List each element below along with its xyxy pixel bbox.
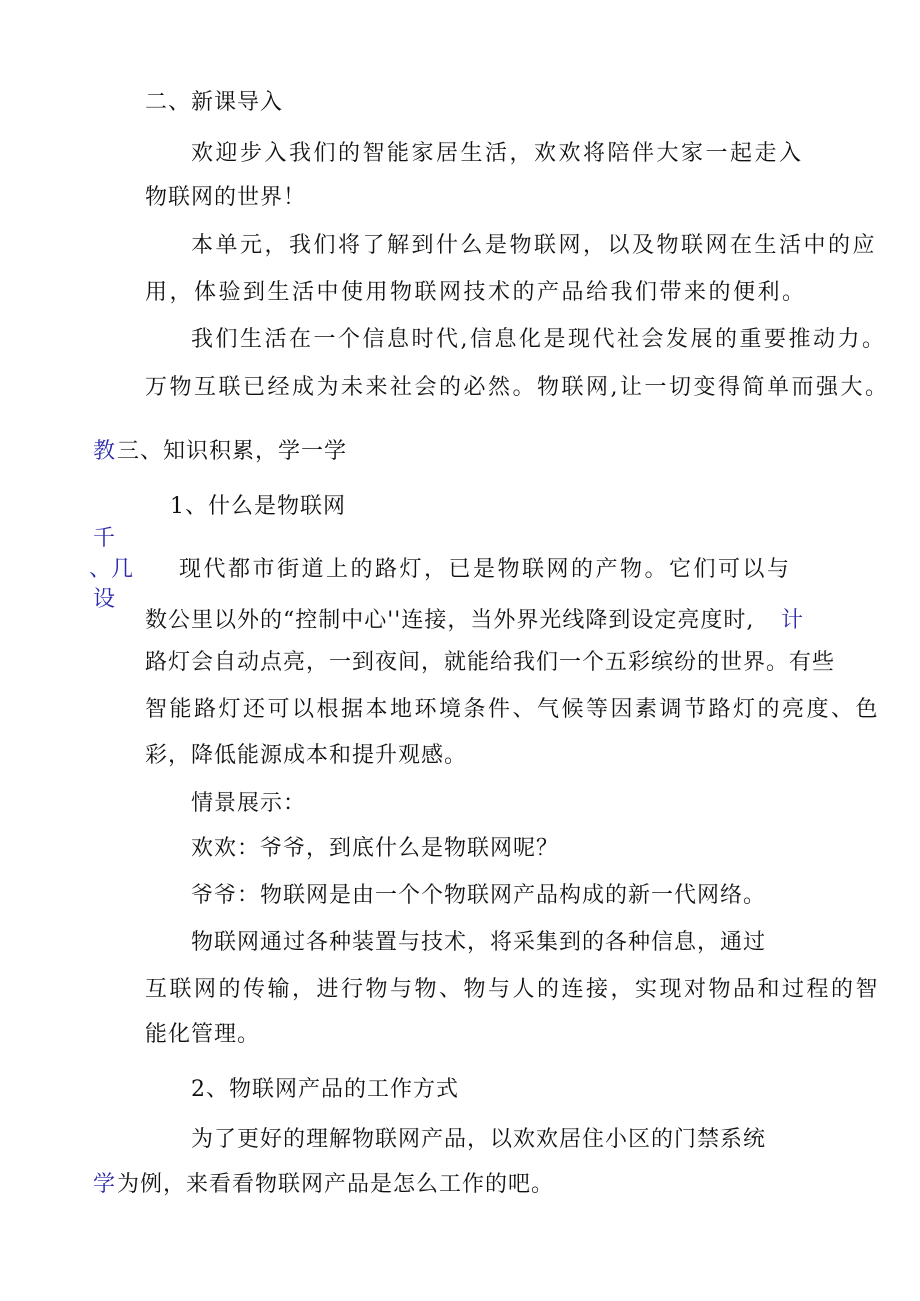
lamp-paragraph-line-2: 数公里以外的“控制中心''连接，当外界光线降到设定亮度时, xyxy=(145,608,755,633)
margin-note-she: 设 xyxy=(93,587,116,612)
subsection-2-heading: 2、物联网产品的工作方式 xyxy=(191,1077,459,1102)
definition-paragraph-line-2: 互联网的传输，进行物与物、物与人的连接，实现对物品和过程的智 xyxy=(145,977,881,1002)
dialog-huanhuan: 欢欢：爷爷，到底什么是物联网呢？ xyxy=(191,836,560,861)
door-paragraph-line-2: 为例，来看看物联网产品是怎么工作的吧。 xyxy=(117,1172,555,1197)
door-paragraph-line-1: 为了更好的理解物联网产品，以欢欢居住小区的门禁系统 xyxy=(191,1127,767,1152)
dialog-grandpa: 爷爷：物联网是由一个个物联网产品构成的新一代网络。 xyxy=(191,883,767,908)
intro-paragraph-3-line-2: 万物互联已经成为未来社会的必然。物联网,让一切变得简单而强大。 xyxy=(145,375,890,400)
lamp-paragraph-line-5: 彩，降低能源成本和提升观感。 xyxy=(145,743,468,768)
margin-note-qian: 千 xyxy=(93,526,116,551)
margin-note-xue: 学 xyxy=(93,1172,116,1197)
margin-note-jiao: 教 xyxy=(93,439,116,464)
lamp-paragraph-line-1: 现代都市街道上的路灯，已是物联网的产物。它们可以与 xyxy=(179,557,792,582)
definition-paragraph-line-1: 物联网通过各种装置与技术，将采集到的各种信息，通过 xyxy=(191,930,767,955)
intro-paragraph-2-line-2: 用，体验到生活中使用物联网技术的产品给我们带来的便利。 xyxy=(145,280,807,305)
lamp-paragraph-line-3: 路灯会自动点亮，一到夜间，就能给我们一个五彩缤纷的世界。有些 xyxy=(145,650,836,675)
scene-label: 情景展示： xyxy=(191,791,307,816)
intro-paragraph-3-line-1: 我们生活在一个信息时代,信息化是现代社会发展的重要推动力。 xyxy=(191,327,887,352)
intro-paragraph-1-line-1: 欢迎步入我们的智能家居生活，欢欢将陪伴大家一起走入 xyxy=(191,141,804,166)
section-2-heading: 二、新课导入 xyxy=(145,90,284,115)
intro-paragraph-1-line-2: 物联网的世界！ xyxy=(145,185,307,210)
definition-paragraph-line-3: 能化管理。 xyxy=(145,1022,261,1047)
margin-note-jiqi: 、几 xyxy=(89,557,134,582)
margin-note-ji: 计 xyxy=(781,608,804,633)
subsection-1-heading: 1、什么是物联网 xyxy=(170,494,346,519)
lamp-paragraph-line-4: 智能路灯还可以根据本地环境条件、气候等因素调节路灯的亮度、色 xyxy=(145,697,881,722)
intro-paragraph-2-line-1: 本单元，我们将了解到什么是物联网，以及物联网在生活中的应 xyxy=(191,233,878,258)
section-3-heading: 三、知识积累，学一学 xyxy=(117,439,348,464)
